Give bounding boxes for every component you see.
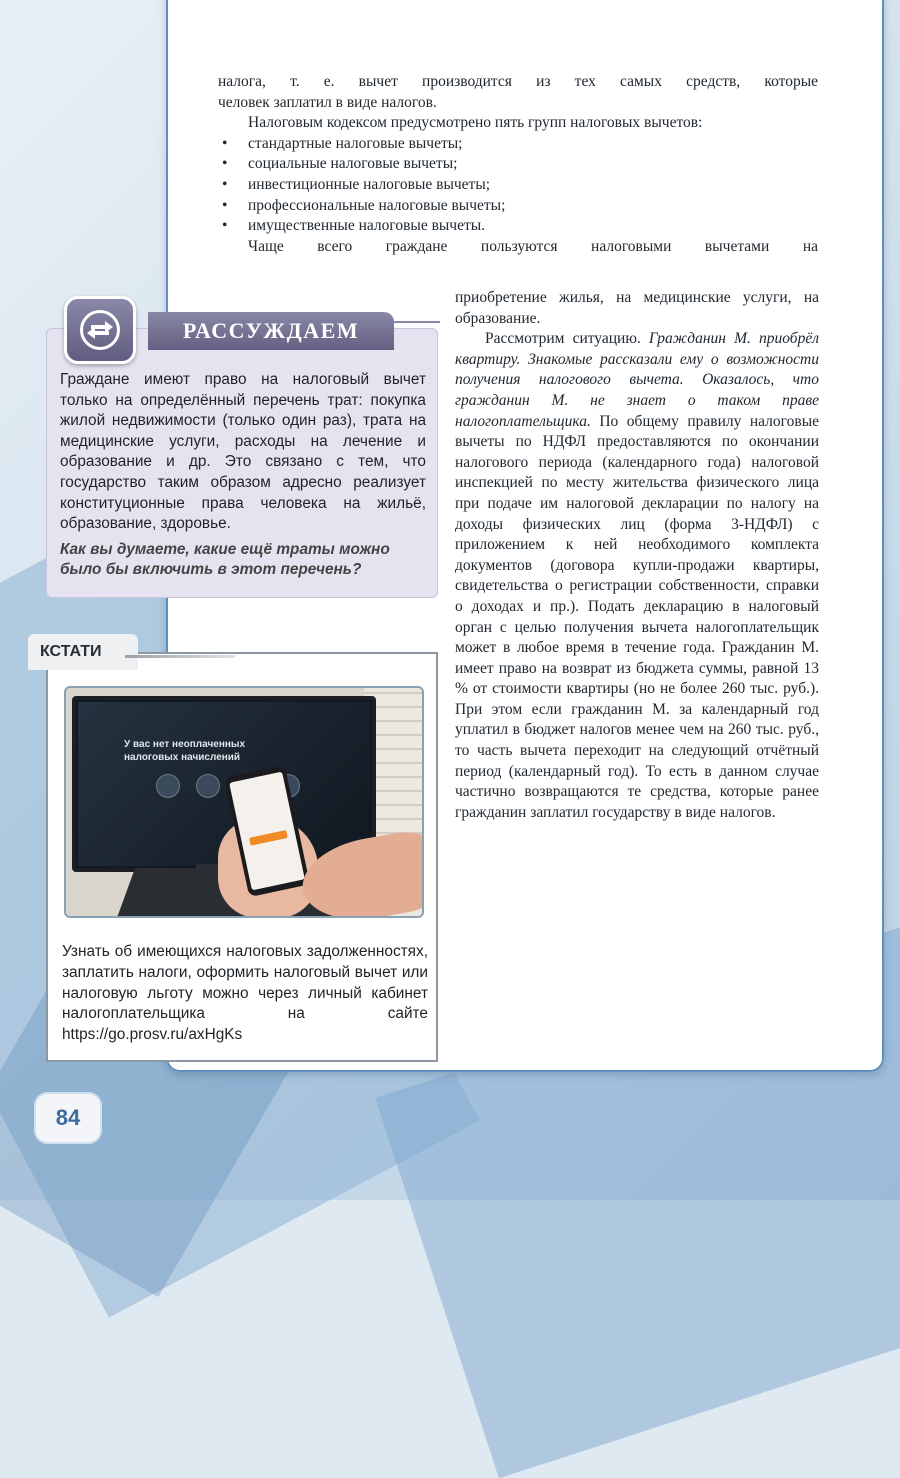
think-box-label: РАССУЖДАЕМ	[148, 312, 394, 350]
list-item: • стандартные налоговые вычеты;	[218, 134, 818, 155]
situation-lead: Рассмотрим ситуацию.	[485, 330, 641, 348]
situation-body: По общему правилу налоговые вычеты по НДФЛ предоставляются по окончании налогового периода (календарного года) налоговой инспекцией по месту жительства физического лица при подаче им налоговой декларации по налогу на доходы физических лиц (форма 3-НДФЛ) с приложением к ней необходимого комплекта документов (договора купли-продажи квартиры, свидетельства о регистрации собственности, справки о доходах и пр.). Подать декларацию в налоговый орган с целью получения вычета налогоплательщик может в любое время в течение года. Гражданин М. имеет право на возврат из бюджета суммы, равной 13 % от стоимости квартиры (но не более 260 тыс. руб.). При этом если гражданин М. за календарный год уплатил в бюджет налогов менее чем на 260 тыс. руб., то часть вычета переходит на следующий отчётный период (календарный год). То есть в данном случае частично возвращаются те средства, которые ранее гражданин заплатил государству в виде налогов.	[455, 412, 819, 821]
deductions-list	[218, 134, 818, 237]
situation-paragraph	[455, 329, 819, 823]
main-text-top	[218, 72, 818, 257]
screen-icon	[156, 774, 180, 798]
main-text-column	[455, 288, 819, 823]
kstati-label: КСТАТИ	[28, 634, 138, 670]
list-item: • инвестиционные налоговые вычеты;	[218, 175, 818, 196]
divider	[125, 655, 235, 658]
list-item: • социальные налоговые вычеты;	[218, 154, 818, 175]
situation-italic: Гражданин М. приобрёл квартиру. Знакомые рассказали ему о возможности получения налогового вычета. Оказалось, что гражданин М. не знает о таком праве налогоплательщика.	[455, 330, 819, 430]
list-item: • профессиональные налоговые вычеты;	[218, 196, 818, 217]
think-exchange-icon	[64, 296, 136, 364]
think-box-text: Граждане имеют право на налоговый вычет только на определённый перечень трат: покупка жилой недвижимости (только один раз), трата на медицинские услуги, расходы на лечение и образование и др. Это связано с тем, что государство таким образом адресно реализует конституционные права человека на жильё, образование, здоровье.	[60, 371, 426, 533]
page-number: 84	[34, 1092, 102, 1144]
screen-icon	[196, 774, 220, 798]
text-line: человек заплатил в виде налогов.	[218, 93, 437, 111]
groups-intro: Налоговым кодексом предусмотрено пять групп налоговых вычетов:	[248, 114, 703, 132]
list-item: • имущественные налоговые вычеты.	[218, 216, 818, 237]
tax-cabinet-photo	[64, 686, 424, 918]
divider	[394, 321, 440, 323]
kstati-text: Узнать об имеющихся налоговых задолженностях, заплатить налоги, оформить налоговый вычет или налоговую льготу можно через личный кабинет налогоплательщика на сайте https://go.prosv.ru/axHgKs	[62, 943, 428, 1044]
think-box-body	[60, 370, 426, 581]
usage-rest: приобретение жилья, на медицинские услуги, на образование.	[455, 289, 819, 327]
think-box-question: Как вы думаете, какие ещё траты можно было бы включить в этот перечень?	[60, 540, 390, 579]
text-line: налога, т. е. вычет производится из тех самых средств, которые	[218, 73, 818, 90]
usage-line: Чаще всего граждане пользуются налоговыми вычетами на	[248, 237, 818, 255]
screen-title: У вас нет неоплаченных налоговых начислений	[124, 739, 246, 763]
